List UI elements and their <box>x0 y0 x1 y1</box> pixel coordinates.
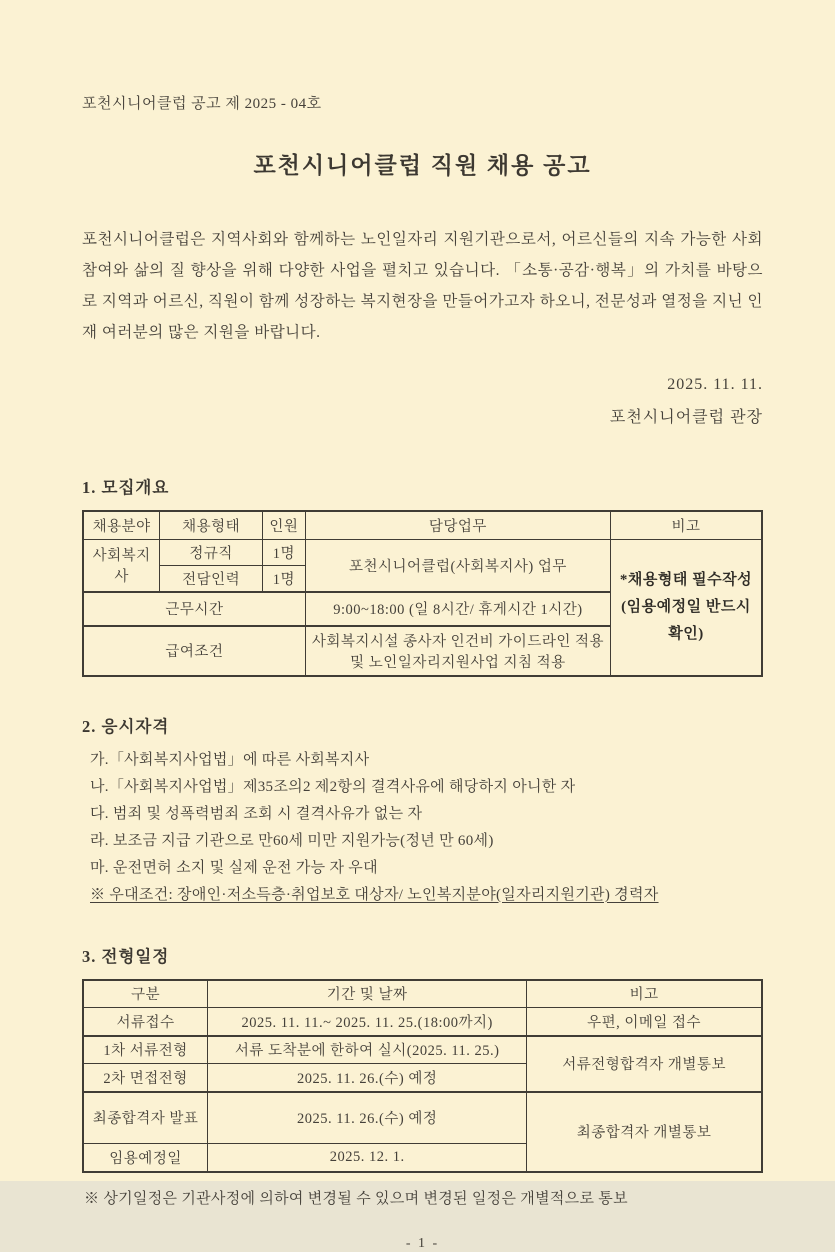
cell-note: 우편, 이메일 접수 <box>527 1008 762 1036</box>
cell-workhours-label: 근무시간 <box>83 592 305 626</box>
cell-workhours-value: 9:00~18:00 (일 8시간/ 휴게시간 1시간) <box>305 592 610 626</box>
cell-type-dedicated: 전담인력 <box>160 565 263 592</box>
list-item: 가.「사회복지사업법」에 따른 사회복지사 <box>90 751 370 768</box>
schedule-footnote: ※ 상기일정은 기관사정에 의하여 변경될 수 있으며 변경된 일정은 개별적으로 통보 <box>84 1190 628 1207</box>
preference-note: ※ 우대조건: 장애인·저소득층·취업보호 대상자/ 노인복지분야(일자리지원기관) 경력자 <box>90 886 659 903</box>
cell-label: 임용예정일 <box>83 1144 208 1172</box>
signer: 포천시니어클럽 관장 <box>609 409 763 426</box>
col-header-category: 구분 <box>83 980 208 1008</box>
recruitment-overview-table <box>82 510 763 677</box>
cell-type-regular: 정규직 <box>160 539 263 565</box>
cell-duty: 포천시니어클럽(사회복지사) 업무 <box>305 539 610 592</box>
doc-number: 포천시니어클럽 공고 제 2025 - 04호 <box>82 96 322 112</box>
cell-period: 2025. 11. 11.~ 2025. 11. 25.(18:00까지) <box>208 1008 527 1036</box>
list-item: 나.「사회복지사업법」제35조의2 제2항의 결격사유에 해당하지 아니한 자 <box>90 778 576 795</box>
section2-heading: 2. 응시자격 <box>82 716 170 736</box>
col-header-field: 채용분야 <box>83 511 160 539</box>
col-header-note: 비고 <box>610 511 762 539</box>
cell-period: 2025. 12. 1. <box>208 1144 527 1172</box>
table-row <box>83 539 762 565</box>
cell-salary-label: 급여조건 <box>83 626 305 676</box>
page-number: - 1 - <box>405 1235 440 1251</box>
cell-note <box>610 539 762 676</box>
cell-period: 2025. 11. 26.(수) 예정 <box>208 1092 527 1144</box>
table-row <box>83 1008 762 1036</box>
sign-block <box>82 368 763 434</box>
col-header-count: 인원 <box>262 511 305 539</box>
intro-paragraph: 포천시니어클럽은 지역사회와 함께하는 노인일자리 지원기관으로서, 어르신들의 지속 가능한 사회참여와 삶의 질 향상을 위해 다양한 사업을 펼치고 있습니다. 「소통·공감·행복」의 가치를 바탕으로 지역과 어르신, 직원이 함께 성장하는 복지현장을 만들어가고자 하오니, 전문성과 열정을 지닌 인재 여러분의 많은 지원을 바랍니다. <box>82 231 763 341</box>
list-item: 다. 범죄 및 성폭력범죄 조회 시 결격사유가 없는 자 <box>90 805 423 822</box>
col-header-duty: 담당업무 <box>305 511 610 539</box>
table-row <box>83 1092 762 1144</box>
col-header-type: 채용형태 <box>160 511 263 539</box>
note-line-3: 확인) <box>668 625 704 642</box>
cell-count-dedicated: 1명 <box>262 565 305 592</box>
salary-line-2: 및 노인일자리지원사업 지침 적용 <box>350 654 566 671</box>
page-title: 포천시니어클럽 직원 채용 공고 <box>253 153 592 178</box>
table-header-row <box>83 980 762 1008</box>
cell-label: 2차 면접전형 <box>83 1064 208 1092</box>
note-line-1: *채용형태 필수작성 <box>619 571 753 588</box>
section1-heading: 1. 모집개요 <box>82 478 170 497</box>
qualification-list <box>82 747 763 909</box>
cell-label: 서류접수 <box>83 1008 208 1036</box>
col-header-period: 기간 및 날짜 <box>208 980 527 1008</box>
cell-label: 1차 서류전형 <box>83 1036 208 1064</box>
section3-heading: 3. 전형일정 <box>82 946 170 966</box>
table-row <box>83 1036 762 1064</box>
cell-field: 사회복지사 <box>83 539 160 592</box>
cell-label: 최종합격자 발표 <box>83 1092 208 1144</box>
col-header-note: 비고 <box>527 980 762 1008</box>
list-item: 라. 보조금 지급 기관으로 만60세 미만 지원가능(정년 만 60세) <box>90 832 494 849</box>
note-line-2: (임용예정일 반드시 <box>621 598 751 615</box>
cell-note-merged-documents: 서류전형합격자 개별통보 <box>527 1036 762 1092</box>
salary-line-1: 사회복지시설 종사자 인건비 가이드라인 적용 <box>311 633 604 650</box>
cell-count-regular: 1명 <box>262 539 305 565</box>
cell-period: 2025. 11. 26.(수) 예정 <box>208 1064 527 1092</box>
list-item: 마. 운전면허 소지 및 실제 운전 가능 자 우대 <box>90 859 378 876</box>
cell-note-merged-final: 최종합격자 개별통보 <box>527 1092 762 1172</box>
schedule-table <box>82 979 763 1173</box>
cell-period: 서류 도착분에 한하여 실시(2025. 11. 25.) <box>208 1036 527 1064</box>
notice-date: 2025. 11. 11. <box>667 376 763 393</box>
table-header-row <box>83 511 762 539</box>
cell-salary-value <box>305 626 610 676</box>
